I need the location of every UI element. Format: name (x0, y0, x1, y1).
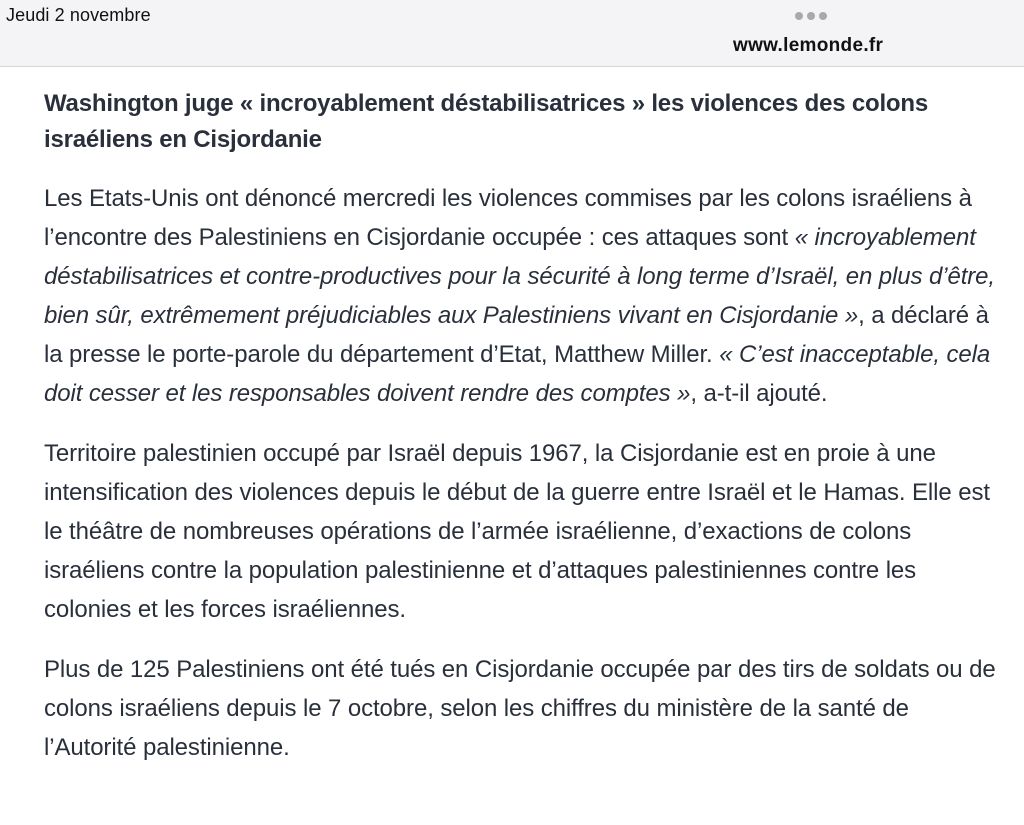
url-label[interactable]: www.lemonde.fr (733, 35, 884, 56)
p1-quote-2: « C’est inacceptable, cela doit cesser et les responsables doivent rendre des comptes » (44, 341, 991, 407)
dot (807, 12, 815, 20)
status-date: Jeudi 2 novembre (6, 5, 151, 25)
p1-text-e: , a-t-il ajouté. (690, 380, 828, 407)
p1-text-c: , a déclaré à la presse le porte-parole du département d’Etat, Matthew Miller. (44, 302, 989, 368)
dot (819, 12, 827, 20)
dot (795, 12, 803, 20)
paragraph-1 (44, 179, 996, 413)
paragraph-3: Plus de 125 Palestiniens ont été tués en Cisjordanie occupée par des tirs de soldats ou de colons israéliens depuis le 7 octobre, selon les chiffres du ministère de la santé de l’Autorité palestinienne. (44, 656, 996, 761)
article (44, 86, 996, 767)
p1-quote-1: « incroyablement déstabilisatrices et contre-productives pour la sécurité à long terme d’Israël, en plus d’être, bien sûr, extrêmement préjudiciables aux Palestiniens vivant en Cisjordanie » (44, 224, 995, 329)
status-bar (0, 0, 1024, 67)
p1-text-a: Les Etats-Unis ont dénoncé mercredi les violences commises par les colons israéliens à l’encontre des Palestiniens en Cisjordanie occupée : ces attaques sont (44, 185, 972, 251)
article-headline: Washington juge « incroyablement déstabilisatrices » les violences des colons israéliens en Cisjordanie (44, 90, 929, 153)
paragraph-2: Territoire palestinien occupé par Israël depuis 1967, la Cisjordanie est en proie à une intensification des violences depuis le début de la guerre entre Israël et le Hamas. Elle est le théâtre de nombreuses opérations de l’armée israélienne, d’exactions de colons israéliens contre la population palestinienne et d’attaques palestiniennes contre les colonies et les forces israéliennes. (44, 440, 990, 623)
ellipsis-icon[interactable] (795, 12, 827, 20)
